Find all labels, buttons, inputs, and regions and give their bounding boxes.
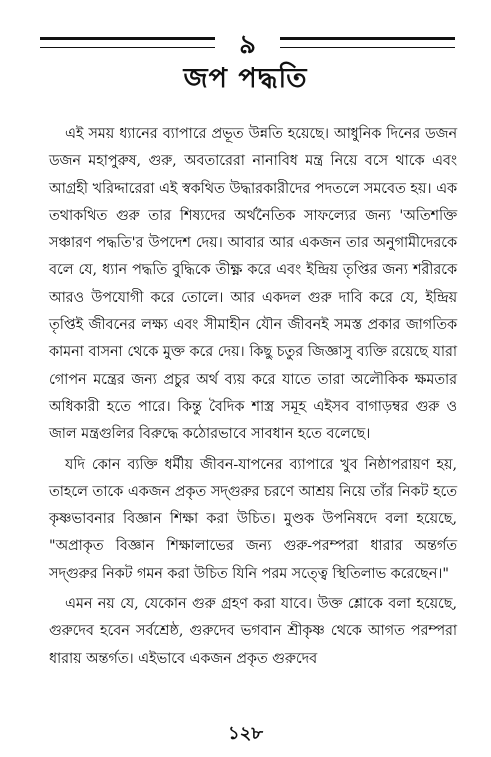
page-body xyxy=(49,121,457,676)
paragraph-2: যদি কোন ব্যক্তি ধর্মীয় জীবন-যাপনের ব্যাপারে খুব নিষ্ঠাপরায়ণ হয়, তাহলে তাকে একজন প্রকৃত সদ্গুরুর চরণে আশ্রয় নিয়ে তাঁর নিকট হতে কৃষ্ণভাবনার বিজ্ঞান শিক্ষা করা উচিত। মুণ্ডক উপনিষদে বলা হয়েছে, "অপ্রাকৃত বিজ্ঞান শিক্ষালাভের জন্য গুরু-পরম্পরা ধারার অন্তর্গত সদ্গুরুর নিকট গমন করা উচিত যিনি পরম সত্ত্বে স্থিতিলাভ করেছেন।" xyxy=(49,456,457,582)
chapter-number: ৯ xyxy=(239,30,256,60)
header-rule-right xyxy=(280,37,455,48)
paragraph-1: এই সময় ধ্যানের ব্যাপারে প্রভূত উন্নতি হয়েছে। আধুনিক দিনের ডজন ডজন মহাপুরুষ, গুরু, অবতারেরা নানাবিধ মন্ত্র নিয়ে বসে থাকে এবং আগ্রহী খরিদ্দারেরা এই স্বকথিত উদ্ধারকারীদের পদতলে সমবেত হয়। এক তথাকথিত গুরু তার শিষ্যদের অর্থনৈতিক সাফল্যের জন্য 'অতিশক্তি সঞ্চারণ পদ্ধতি'র উপদেশ দেয়। আবার আর একজন তার অনুগামীদেরকে বলে যে, ধ্যান পদ্ধতি বুদ্ধিকে তীক্ষ্ণ করে এবং ইন্দ্রিয় তৃপ্তির জন্য শরীরকে আরও উপযোগী করে তোলে। আর একদল গুরু দাবি করে যে, ইন্দ্রিয় তৃপ্তিই জীবনের লক্ষ্য এবং সীমাহীন যৌন জীবনই সমস্ত প্রকার জাগতিক কামনা বাসনা থেকে মুক্ত করে দেয়। কিছু চতুর জিজ্ঞাসু ব্যক্তি রয়েছে যারা গোপন মন্ত্রের জন্য প্রচুর অর্থ ব্যয় করে যাতে তারা অলৌকিক ক্ষমতার অধিকারী হতে পারে। কিন্তু বৈদিক শাস্ত্র সমূহ এইসব বাগাড়ম্বর গুরু ও জাল মন্ত্রগুলির বিরুদ্ধে কঠোরভাবে সাবধান হতে বলেছে। xyxy=(49,126,457,443)
page-number: ১২৮ xyxy=(227,723,264,744)
chapter-title: জপ পদ্ধতি xyxy=(183,63,308,94)
paragraph-3: এমন নয় যে, যেকোন গুরু গ্রহণ করা যাবে। উক্ত শ্লোকে বলা হয়েছে, গুরুদেব হবেন সর্বশ্রেষ্ঠ, গুরুদেব ভগবান শ্রীকৃষ্ণ থেকে আগত পরম্পরা ধারায় অন্তর্গত। এইভাবে একজন প্রকৃত গুরুদেব xyxy=(49,596,457,667)
chapter-header xyxy=(40,30,455,60)
